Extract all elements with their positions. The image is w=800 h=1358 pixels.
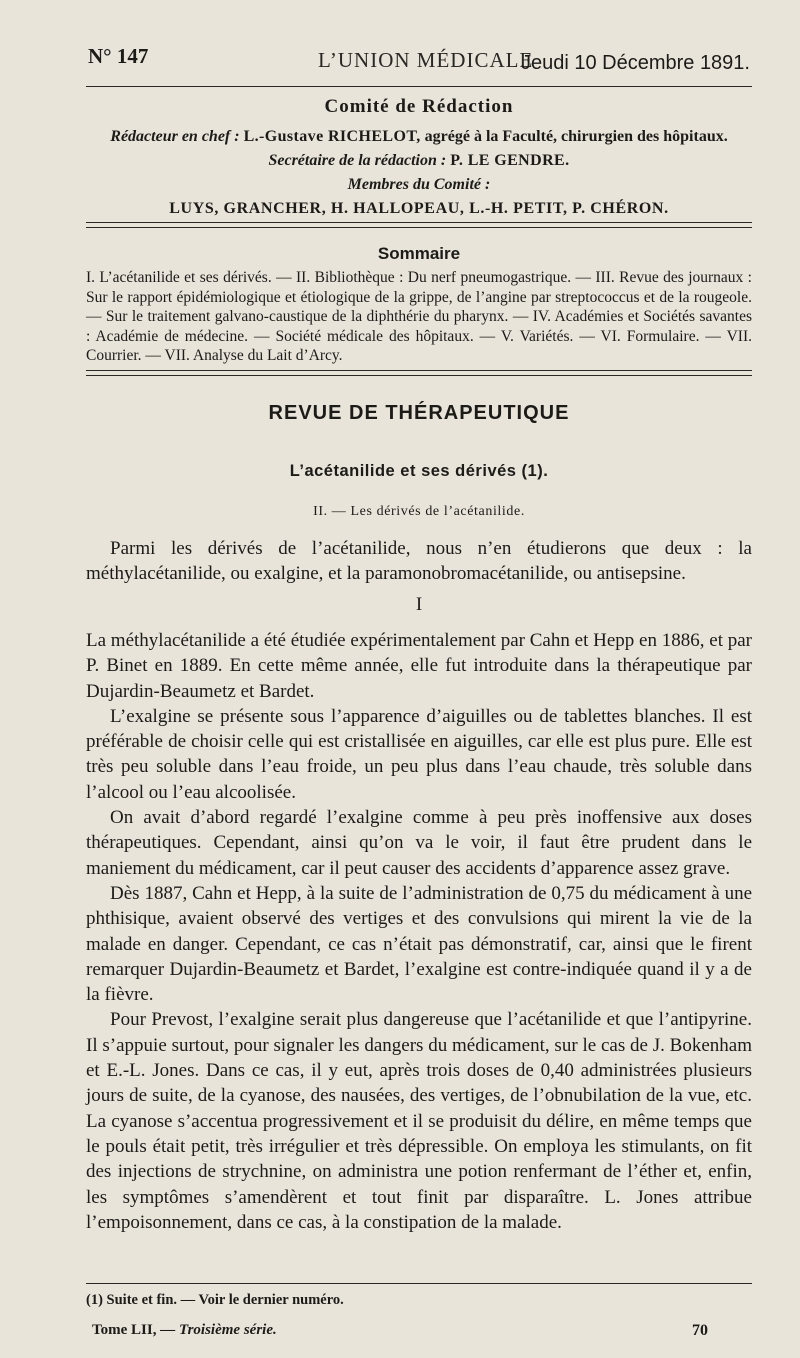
committee-rule <box>86 222 752 228</box>
body-paragraph: Dès 1887, Cahn et Hepp, à la suite de l’administration de 0,75 du médicament à une phthisique, avaient observé des vertiges et des convulsions qui mirent la vie de la malade en danger. Cependant, ce cas n’était pas démonstratif, car, ainsi que le firent remarquer Dujardin-Beaumetz et Bardet, l’exalgine est contre-indiquée quand il y a de la fièvre. <box>86 882 752 1006</box>
volume-info <box>92 1322 277 1339</box>
body-paragraph: Pour Prevost, l’exalgine serait plus dangereuse que l’acétanilide et que l’antipyrine. Il s’appuie surtout, pour signaler les dangers du médicament, sur le cas de J. Bokenham et E.-L. Jones. Dans ce cas, il y eut, après trois doses de 0,40 administrées plusieurs jours de suite, de la cyanose, des nausées, des vertiges, de l’obnubilation de la vue, etc. La cyanose s’accentua progressivement et il se produisit du délire, en même temps que le pouls était petit, très irrégulier et très dépressible. On employa les stimulants, on fit des injections de strychnine, on administra une potion renfermant de l’éther et, enfin, les symptômes s’amendèrent et tout finit par disparaître. L. Jones attribue l’empoisonnement, dans ce cas, à la constipation de la malade. <box>86 1009 752 1233</box>
journal-title: L’UNION MÉDICALE <box>318 48 534 72</box>
secretary-name: P. LE GENDRE. <box>450 152 570 169</box>
editorial-committee <box>86 96 752 221</box>
body-paragraph: La méthylacétanilide a été étudiée expérimentalement par Cahn et Hepp en 1886, et par P. Binet en 1889. En cette même année, elle fut introduite dans la thérapeutique par Dujardin-Beaumetz et Bardet. <box>86 630 752 702</box>
sommaire-rule <box>86 370 752 376</box>
committee-members: LUYS, GRANCHER, H. HALLOPEAU, L.-H. PETIT, P. CHÉRON. <box>169 200 669 217</box>
body-paragraph: On avait d’abord regardé l’exalgine comme à peu près inoffensive aux doses thérapeutiques. Cependant, ainsi qu’on va le voir, il faut être prudent dans le maniement du médicament, car il peut causer des accidents d’apparence assez grave. <box>86 807 752 879</box>
running-head <box>88 44 750 82</box>
header-rule <box>86 86 752 87</box>
body-paragraph: L’exalgine se présente sous l’apparence d’aiguilles ou de tablettes blanches. Il est préférable de choisir celle qui est cristallisée en aiguilles, car elle est plus pure. Elle est très peu soluble dans l’eau froide, un peu plus dans l’eau chaude, très soluble dans l’alcool ou l’eau alcoolisée. <box>86 705 752 803</box>
subsection-title: II. — Les dérivés de l’acétanilide. <box>313 504 525 519</box>
chief-editor-qualification: agrégé à la Faculté, chirurgien des hôpitaux. <box>424 128 728 145</box>
issue-number: N° 147 <box>88 44 149 68</box>
issue-date: Jeudi 10 Décembre 1891. <box>520 52 750 74</box>
members-line <box>86 197 752 221</box>
volume-number: Tome LII, <box>92 1322 157 1338</box>
chief-editor-role: Rédacteur en chef : <box>110 128 240 145</box>
committee-title: Comité de Rédaction <box>324 96 514 117</box>
footnote: (1) Suite et fin. — Voir le dernier numéro. <box>86 1292 344 1308</box>
chief-editor-line <box>86 125 752 149</box>
sommaire-text: I. L’acétanilide et ses dérivés. — II. Bibliothèque : Du nerf pneumogastrique. — III. Revue des journaux : Sur le rapport épidémiologique et étiologique de la grippe, de l’angine par streptococcus et de la rougeole. — Sur le traitement galvano-caustique de la diphthérie du pharynx. — IV. Académies et Sociétés savantes : Académie de médecine. — Société médicale des hôpitaux. — V. Variétés. — VI. Formulaire. — VII. Courrier. — VII. Analyse du Lait d’Arcy. <box>86 269 752 364</box>
secretary-role: Secrétaire de la rédaction : <box>268 152 447 169</box>
footnote-rule <box>86 1283 752 1284</box>
page-number: 70 <box>692 1322 708 1339</box>
table-of-contents <box>86 244 752 366</box>
series-label: — Troisième série. <box>160 1322 277 1338</box>
article-body <box>86 628 752 1235</box>
part-number: I <box>415 594 423 615</box>
intro-block <box>86 536 752 587</box>
article-title: L’acétanilide et ses dérivés (1). <box>289 462 549 480</box>
intro-paragraph: Parmi les dérivés de l’acétanilide, nous n’en étudierons que deux : la méthylacétanilide, ou exalgine, et la paramonobromacétanilide, ou antisepsine. <box>86 538 752 585</box>
members-role: Membres du Comité : <box>347 176 491 193</box>
secretary-line <box>86 149 752 173</box>
members-role-line <box>86 173 752 197</box>
sommaire-title: Sommaire <box>377 244 461 263</box>
section-title: REVUE DE THÉRAPEUTIQUE <box>268 402 570 424</box>
chief-editor-name: L.-Gustave RICHELOT, <box>243 128 421 145</box>
